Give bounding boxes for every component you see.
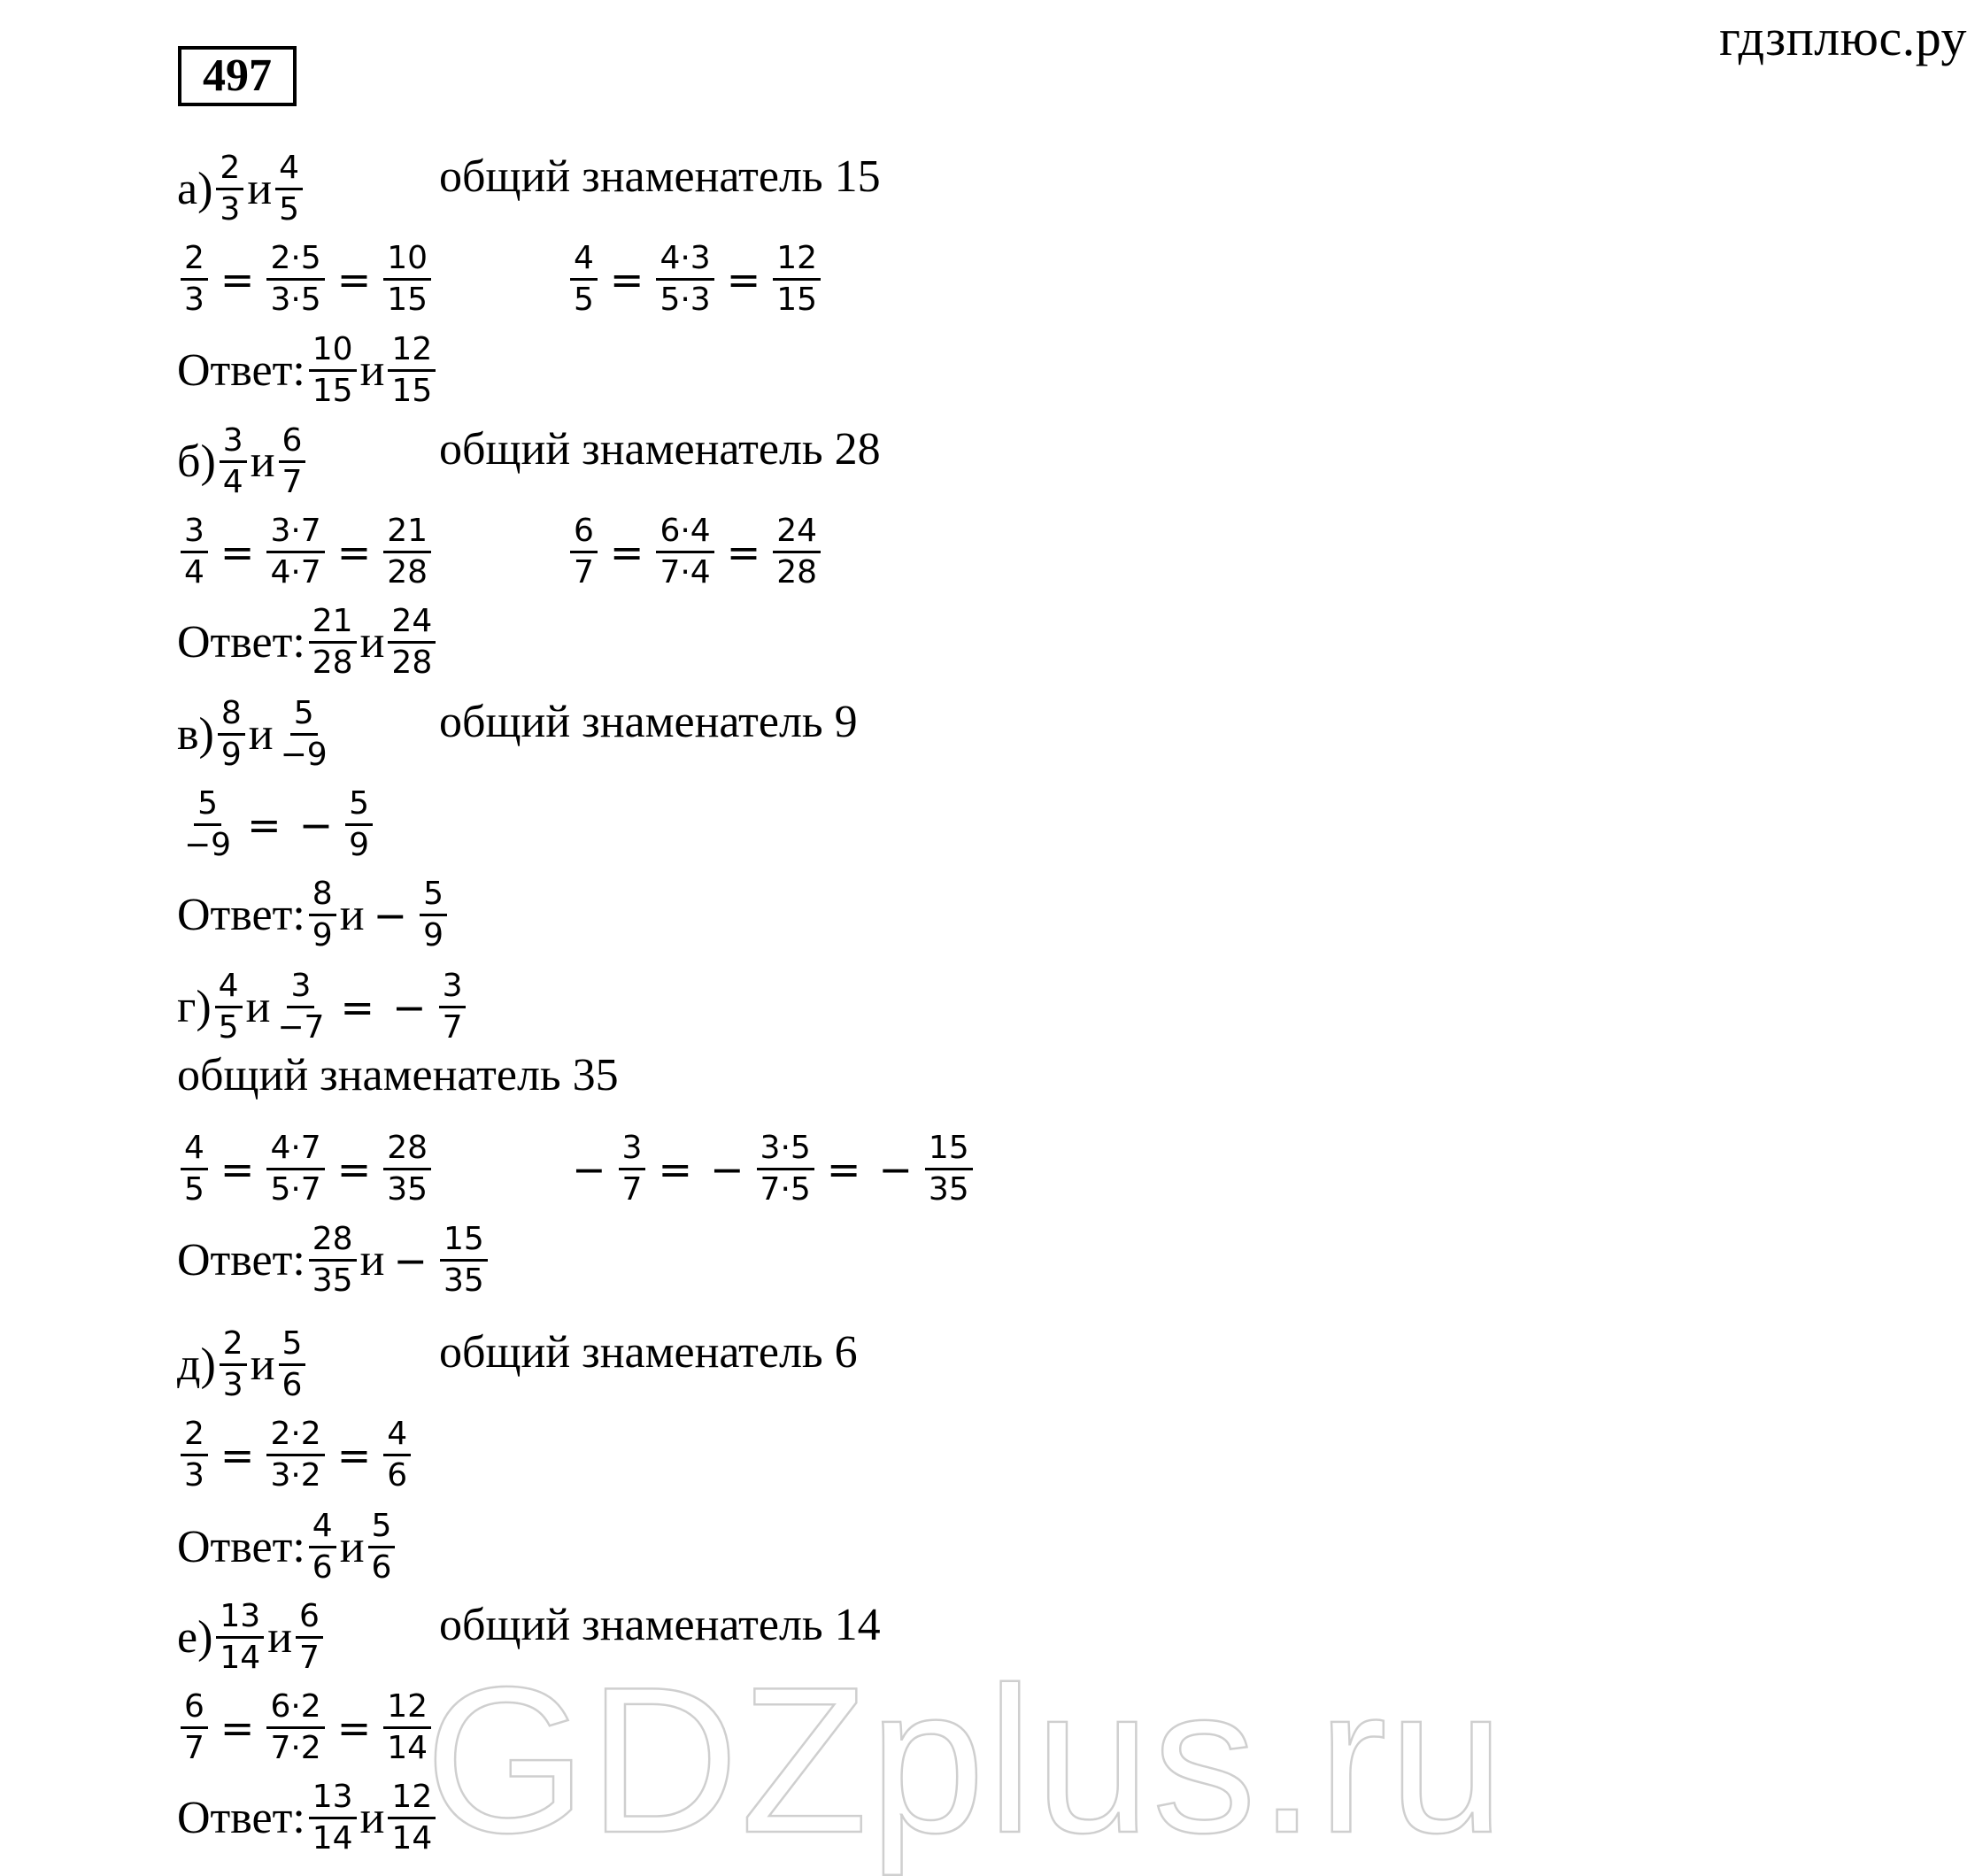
- fraction: [181, 512, 208, 592]
- numerator: 21: [309, 602, 357, 644]
- denominator: 5·7: [270, 1171, 321, 1208]
- fraction: [388, 330, 436, 411]
- denominator: 28: [391, 645, 433, 681]
- numerator: 5: [194, 784, 221, 826]
- part-e-answer: [177, 1778, 439, 1858]
- part-g-answer: [177, 1220, 491, 1301]
- numerator: 6: [181, 1687, 208, 1729]
- numerator: 4·7: [266, 1129, 324, 1170]
- fraction: [570, 512, 598, 592]
- numerator: 24: [388, 602, 436, 644]
- denominator: 7: [184, 1730, 204, 1766]
- numerator: 2: [181, 239, 208, 281]
- fraction: [309, 330, 357, 411]
- part-d-common: [439, 1326, 858, 1379]
- equals-sign: =: [658, 1145, 692, 1193]
- fraction: [309, 602, 357, 683]
- denominator: 35: [387, 1171, 428, 1208]
- fraction: [439, 967, 467, 1047]
- numerator: 13: [309, 1778, 357, 1819]
- numerator: 10: [309, 330, 357, 372]
- fraction: [420, 875, 447, 955]
- fraction: [345, 784, 373, 865]
- numerator: 5: [420, 875, 447, 916]
- fraction: [309, 1220, 357, 1301]
- denominator: 3: [184, 282, 204, 318]
- part-label: а): [177, 163, 213, 214]
- part-label: в): [177, 708, 214, 760]
- denominator: 14: [220, 1640, 261, 1676]
- numerator: 4·3: [656, 239, 714, 281]
- numerator: 6·2: [266, 1687, 324, 1729]
- numerator: 4: [383, 1415, 411, 1456]
- equals-sign: =: [336, 255, 372, 304]
- numerator: 28: [309, 1220, 357, 1262]
- denominator: 7: [299, 1640, 320, 1676]
- numerator: 21: [383, 512, 431, 553]
- denominator: 9: [349, 827, 370, 863]
- denominator: 5: [574, 282, 594, 318]
- conjunction: и: [359, 616, 385, 668]
- fraction: [925, 1129, 973, 1209]
- numerator: 8: [309, 875, 336, 916]
- conjunction: и: [250, 1339, 275, 1390]
- numerator: 4: [215, 967, 243, 1008]
- fraction: [440, 1220, 488, 1301]
- denominator: 14: [391, 1820, 433, 1857]
- equals-sign: =: [220, 1703, 255, 1752]
- equals-sign: =: [220, 1431, 255, 1479]
- fraction: [279, 421, 306, 502]
- equals-sign: =: [220, 528, 255, 576]
- part-b-eq2: [567, 512, 824, 592]
- conjunction: и: [359, 1234, 385, 1285]
- fraction: [266, 1415, 324, 1495]
- conjunction: и: [245, 981, 271, 1032]
- part-v-eq1: [177, 784, 376, 865]
- common-denominator: общий знаменатель 15: [439, 151, 881, 202]
- part-label: е): [177, 1611, 213, 1663]
- fraction: [275, 149, 303, 229]
- fraction: [388, 602, 436, 683]
- common-denominator: общий знаменатель 35: [177, 1050, 619, 1100]
- denominator: 4: [222, 464, 243, 500]
- part-b-answer: [177, 602, 439, 683]
- denominator: 5: [279, 191, 300, 228]
- equals-sign: =: [336, 1431, 372, 1479]
- fraction: [309, 1778, 357, 1858]
- part-a-common: [439, 151, 881, 204]
- denominator: 3: [184, 1457, 204, 1494]
- denominator: 5: [184, 1171, 204, 1208]
- fraction: [296, 1597, 323, 1678]
- numerator: 5: [279, 1324, 306, 1366]
- minus-sign: −: [392, 983, 427, 1031]
- fraction: [570, 239, 598, 320]
- fraction: [773, 239, 821, 320]
- fraction: [181, 1415, 208, 1495]
- denominator: 28: [312, 645, 353, 681]
- part-e-eq1: [177, 1687, 435, 1768]
- numerator: 5: [290, 694, 318, 736]
- fraction: [274, 967, 328, 1047]
- denominator: 7·4: [660, 554, 711, 591]
- fraction: [656, 239, 714, 320]
- part-d-header: [177, 1324, 309, 1405]
- numerator: 2·2: [266, 1415, 324, 1456]
- denominator: 28: [776, 554, 818, 591]
- part-b-common: [439, 423, 881, 476]
- denominator: 15: [391, 373, 433, 409]
- numerator: 8: [218, 694, 245, 736]
- conjunction: и: [248, 708, 274, 760]
- denominator: −7: [277, 1009, 325, 1046]
- common-denominator: общий знаменатель 28: [439, 424, 881, 475]
- equals-sign: =: [340, 983, 375, 1031]
- conjunction: и: [339, 889, 365, 940]
- conjunction: и: [359, 344, 385, 396]
- denominator: −9: [184, 827, 232, 863]
- denominator: 9: [220, 737, 242, 773]
- numerator: 12: [773, 239, 821, 281]
- numerator: 2·5: [266, 239, 324, 281]
- task-number: 497: [178, 46, 297, 106]
- answer-label: Ответ:: [177, 1234, 305, 1285]
- numerator: 3: [181, 512, 208, 553]
- answer-label: Ответ:: [177, 616, 305, 668]
- denominator: 3: [220, 191, 241, 228]
- denominator: 7·5: [760, 1171, 811, 1208]
- conjunction: и: [250, 436, 275, 487]
- numerator: 6: [296, 1597, 323, 1639]
- denominator: −9: [280, 737, 328, 773]
- denominator: 4·7: [270, 554, 321, 591]
- denominator: 7·2: [270, 1730, 321, 1766]
- fraction: [619, 1129, 646, 1209]
- part-e-header: [177, 1597, 327, 1678]
- part-d-eq1: [177, 1415, 414, 1495]
- numerator: 2: [216, 149, 243, 190]
- numerator: 3: [619, 1129, 646, 1170]
- answer-label: Ответ:: [177, 1792, 305, 1843]
- denominator: 15: [387, 282, 428, 318]
- denominator: 5: [218, 1009, 239, 1046]
- denominator: 6: [312, 1549, 333, 1586]
- numerator: 3: [287, 967, 314, 1008]
- denominator: 3: [222, 1367, 243, 1403]
- denominator: 7: [282, 464, 303, 500]
- denominator: 14: [312, 1820, 353, 1857]
- part-g-eq1: [177, 1129, 435, 1209]
- watermark: GDZplus.ru: [425, 1643, 1507, 1876]
- numerator: 4: [309, 1507, 336, 1548]
- numerator: 24: [773, 512, 821, 553]
- common-denominator: общий знаменатель 14: [439, 1600, 881, 1650]
- fraction: [181, 1129, 208, 1209]
- fraction: [277, 694, 331, 775]
- conjunction: и: [267, 1611, 293, 1663]
- part-g-common: [177, 1049, 619, 1102]
- equals-sign: =: [826, 1145, 861, 1193]
- answer-label: Ответ:: [177, 344, 305, 396]
- denominator: 35: [928, 1171, 969, 1208]
- fraction: [216, 149, 243, 229]
- minus-sign: −: [878, 1145, 913, 1193]
- fraction: [266, 1129, 324, 1209]
- denominator: 3·2: [270, 1457, 321, 1494]
- minus-sign: −: [373, 891, 408, 939]
- numerator: 5: [368, 1507, 396, 1548]
- equals-sign: =: [336, 528, 372, 576]
- minus-sign: −: [710, 1145, 744, 1193]
- minus-sign: −: [393, 1236, 428, 1285]
- numerator: 15: [925, 1129, 973, 1170]
- numerator: 15: [440, 1220, 488, 1262]
- fraction: [220, 1324, 247, 1405]
- common-denominator: общий знаменатель 6: [439, 1327, 858, 1378]
- part-v-header: [177, 694, 335, 775]
- numerator: 2: [220, 1324, 247, 1366]
- common-denominator: общий знаменатель 9: [439, 697, 858, 747]
- denominator: 7: [574, 554, 594, 591]
- denominator: 28: [387, 554, 428, 591]
- numerator: 6·4: [656, 512, 714, 553]
- answer-label: Ответ:: [177, 1521, 305, 1572]
- part-a-answer: [177, 330, 439, 411]
- fraction: [220, 421, 247, 502]
- numerator: 28: [383, 1129, 431, 1170]
- part-b-eq1: [177, 512, 435, 592]
- part-a-eq2: [567, 239, 824, 320]
- part-g-header: [177, 967, 469, 1047]
- conjunction: и: [247, 163, 273, 214]
- site-name: гдзплюс.ру: [1719, 9, 1967, 66]
- fraction: [383, 239, 431, 320]
- fraction: [266, 512, 324, 592]
- answer-label: Ответ:: [177, 889, 305, 940]
- equals-sign: =: [609, 528, 644, 576]
- denominator: 6: [387, 1457, 408, 1494]
- part-e-common: [439, 1599, 881, 1652]
- equals-sign: =: [726, 528, 761, 576]
- minus-sign: −: [572, 1145, 606, 1193]
- denominator: 6: [282, 1367, 303, 1403]
- denominator: 15: [312, 373, 353, 409]
- minus-sign: −: [298, 800, 334, 849]
- fraction: [309, 1507, 336, 1587]
- equals-sign: =: [247, 800, 282, 849]
- numerator: 12: [388, 1778, 436, 1819]
- conjunction: и: [339, 1521, 365, 1572]
- denominator: 6: [371, 1549, 392, 1586]
- numerator: 10: [383, 239, 431, 281]
- fraction: [656, 512, 714, 592]
- fraction: [266, 1687, 324, 1768]
- numerator: 4: [181, 1129, 208, 1170]
- fraction: [757, 1129, 814, 1209]
- fraction: [383, 1415, 411, 1495]
- part-v-answer: [177, 875, 451, 955]
- equals-sign: =: [609, 255, 644, 304]
- fraction: [215, 967, 243, 1047]
- denominator: 35: [443, 1262, 484, 1299]
- fraction: [383, 1129, 431, 1209]
- numerator: 12: [388, 330, 436, 372]
- equals-sign: =: [220, 255, 255, 304]
- numerator: 3·5: [757, 1129, 814, 1170]
- fraction: [216, 1597, 264, 1678]
- fraction: [266, 239, 324, 320]
- numerator: 13: [216, 1597, 264, 1639]
- fraction: [181, 1687, 208, 1768]
- numerator: 12: [383, 1687, 431, 1729]
- part-a-header: [177, 149, 306, 229]
- fraction: [388, 1778, 436, 1858]
- denominator: 7: [621, 1171, 643, 1208]
- fraction: [309, 875, 336, 955]
- equals-sign: =: [726, 255, 761, 304]
- denominator: 9: [312, 917, 333, 953]
- fraction: [218, 694, 245, 775]
- denominator: 5·3: [660, 282, 711, 318]
- conjunction: и: [359, 1792, 385, 1843]
- fraction: [181, 784, 235, 865]
- numerator: 4: [570, 239, 598, 281]
- denominator: 7: [442, 1009, 463, 1046]
- part-g-eq2: [563, 1129, 976, 1209]
- part-label: б): [177, 436, 216, 487]
- numerator: 6: [570, 512, 598, 553]
- fraction: [383, 512, 431, 592]
- denominator: 14: [387, 1730, 428, 1766]
- part-d-answer: [177, 1507, 398, 1587]
- fraction: [773, 512, 821, 592]
- fraction: [181, 239, 208, 320]
- numerator: 3: [439, 967, 467, 1008]
- part-v-common: [439, 696, 858, 749]
- part-label: г): [177, 981, 212, 1032]
- equals-sign: =: [336, 1145, 372, 1193]
- denominator: 3·5: [270, 282, 321, 318]
- part-label: д): [177, 1339, 216, 1390]
- numerator: 3: [220, 421, 247, 463]
- numerator: 3·7: [266, 512, 324, 553]
- numerator: 2: [181, 1415, 208, 1456]
- numerator: 5: [345, 784, 373, 826]
- denominator: 35: [312, 1262, 353, 1299]
- part-b-header: [177, 421, 309, 502]
- denominator: 9: [423, 917, 444, 953]
- equals-sign: =: [220, 1145, 255, 1193]
- part-a-eq1: [177, 239, 435, 320]
- denominator: 4: [184, 554, 204, 591]
- fraction: [383, 1687, 431, 1768]
- denominator: 15: [776, 282, 818, 318]
- equals-sign: =: [336, 1703, 372, 1752]
- fraction: [368, 1507, 396, 1587]
- fraction: [279, 1324, 306, 1405]
- numerator: 6: [279, 421, 306, 463]
- numerator: 4: [275, 149, 303, 190]
